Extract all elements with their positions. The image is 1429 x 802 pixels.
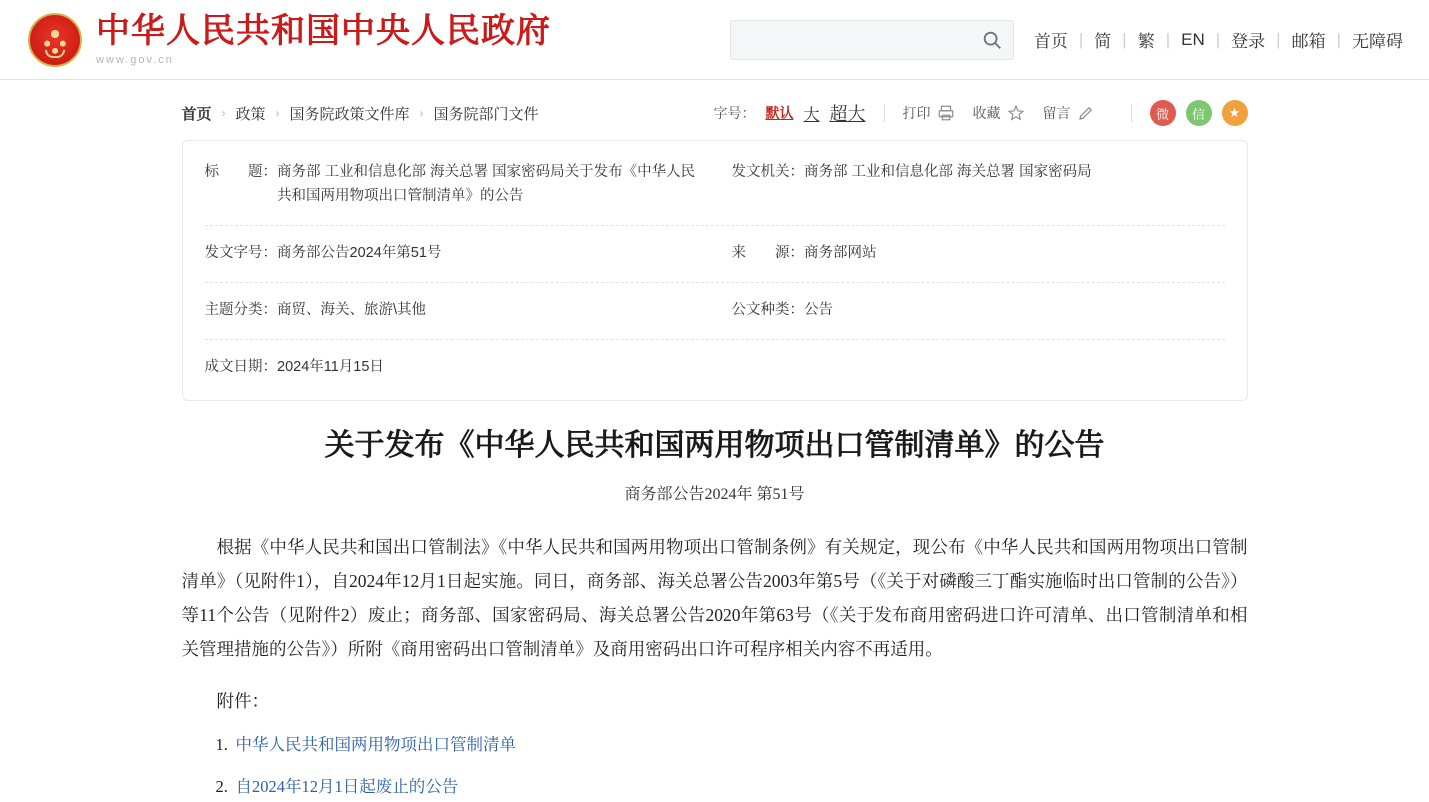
breadcrumb-item-policy[interactable]: 政策: [235, 105, 266, 123]
star-icon[interactable]: [1007, 104, 1025, 122]
wechat-share-icon[interactable]: 信: [1186, 100, 1212, 126]
header-nav-sep: |: [1336, 29, 1341, 49]
print-label: 打印: [902, 105, 931, 121]
search-icon[interactable]: [981, 29, 1003, 51]
document-subtitle: 商务部公告2024年 第51号: [624, 485, 805, 503]
favorite-label: 收藏: [972, 105, 1001, 121]
attachment-link-1[interactable]: 中华人民共和国两用物项出口管制清单: [235, 734, 516, 754]
breadcrumb: [182, 103, 539, 124]
header-nav-sep: |: [1215, 29, 1221, 49]
favorite-button[interactable]: [973, 103, 1025, 123]
comment-button[interactable]: [1043, 103, 1095, 123]
meta-row: [205, 283, 1225, 340]
header-nav-item-1[interactable]: 简: [1094, 32, 1112, 51]
meta-value: 商贸、海关、旅游\其他: [277, 301, 427, 318]
chevron-right-icon: ›: [221, 106, 226, 120]
meta-key: 成文日期：: [204, 358, 277, 375]
meta-field-source: [732, 242, 1225, 266]
meta-field-date: [205, 356, 732, 380]
print-button[interactable]: [903, 103, 955, 123]
meta-key: 主题分类：: [204, 301, 277, 318]
toolbar-divider-2: [1131, 104, 1132, 122]
emblem-gear-shape: [45, 50, 65, 58]
meta-value: 公告: [804, 301, 833, 318]
meta-key: 发文机关：: [731, 164, 804, 180]
meta-value: 2024年11月15日: [277, 358, 384, 375]
header-nav-item-6[interactable]: 无障碍: [1352, 32, 1403, 51]
brand-text: [96, 13, 551, 66]
meta-field-title: [205, 161, 732, 209]
attachment-link-2[interactable]: 自2024年12月1日起废止的公告: [235, 776, 459, 796]
weibo-share-icon[interactable]: 微: [1150, 100, 1176, 126]
header-nav-item-5[interactable]: 邮箱: [1291, 32, 1326, 51]
meta-field-empty: [732, 356, 1225, 380]
favorite-share-icon[interactable]: ★: [1222, 100, 1248, 126]
breadcrumb-toolbar-row: [182, 80, 1248, 140]
meta-row: [205, 340, 1225, 396]
site-brand[interactable]: [28, 13, 551, 67]
meta-field-issuing-agency: [732, 161, 1225, 209]
breadcrumb-item-policy-library[interactable]: 国务院政策文件库: [289, 105, 410, 123]
meta-row: [205, 145, 1225, 226]
page-toolbar: [713, 100, 1247, 126]
pencil-icon[interactable]: [1077, 104, 1095, 122]
fontsize-large-button[interactable]: 大: [803, 106, 820, 124]
meta-field-document-number: [205, 242, 732, 266]
meta-field-subject-category: [205, 299, 732, 323]
header-nav-item-3[interactable]: EN: [1181, 29, 1205, 49]
search-input[interactable]: [741, 31, 981, 49]
document-meta-card: [182, 140, 1248, 401]
toolbar-divider: [884, 104, 885, 122]
header-right: [730, 20, 1405, 60]
header-nav: [1032, 27, 1405, 52]
meta-key: 发文字号：: [204, 244, 277, 261]
chevron-right-icon: ›: [275, 106, 280, 120]
document-paragraph-1: 根据《中华人民共和国出口管制法》《中华人民共和国两用物项出口管制条例》有关规定，现公布《中华人民共和国两用物项出口管制清单》（见附件1），自2024年12月1日起实施。同日，商务部、海关总署公告2003年第5号（《关于对磷酸三丁酯实施临时出口管制的公告》）等11个公告（见附件2）废止；商务部、国家密码局、海关总署公告2020年第63号（《关于发布商用密码进口许可清单、出口管制清单和相关管理措施的公告》）所附《商用密码出口管制清单》及商用密码出口许可程序相关内容不再适用。: [181, 536, 1248, 659]
printer-icon[interactable]: [937, 104, 955, 122]
breadcrumb-item-home[interactable]: 首页: [181, 105, 212, 123]
meta-value: 商务部 工业和信息化部 海关总署 国家密码局: [804, 164, 1092, 180]
meta-row: [205, 226, 1225, 283]
meta-field-document-type: [732, 299, 1225, 323]
breadcrumb-item-department-documents[interactable]: 国务院部门文件: [433, 105, 539, 123]
meta-key: 来 源：: [731, 244, 804, 261]
list-item: [236, 772, 1248, 802]
national-emblem-icon: [28, 13, 82, 67]
site-header: [0, 0, 1429, 80]
attachments-list: [182, 730, 1248, 802]
site-url: www.gov.cn: [96, 54, 174, 67]
meta-value: 商务部网站: [804, 244, 877, 261]
header-nav-item-4[interactable]: 登录: [1231, 32, 1266, 51]
header-nav-sep: |: [1078, 29, 1084, 49]
meta-key: 公文种类：: [731, 301, 804, 318]
header-nav-item-0[interactable]: 首页: [1033, 32, 1068, 51]
meta-value: 商务部公告2024年第51号: [277, 244, 442, 261]
meta-key: 标 题：: [204, 164, 277, 180]
fontsize-xlarge-button[interactable]: 超大: [829, 104, 866, 124]
site-title: 中华人民共和国中央人民政府: [96, 12, 551, 50]
attachments-label: 附件：: [216, 690, 269, 711]
content-container: [182, 80, 1248, 802]
header-nav-sep: |: [1165, 29, 1171, 49]
chevron-right-icon: ›: [419, 106, 424, 120]
header-nav-sep: |: [1276, 29, 1281, 49]
header-nav-sep: |: [1122, 29, 1127, 49]
list-item: [236, 730, 1248, 760]
document-body: [182, 530, 1248, 802]
page-body: [0, 80, 1429, 802]
fontsize-default-button[interactable]: 默认: [765, 105, 794, 121]
header-nav-item-2[interactable]: 繁: [1137, 32, 1155, 51]
page-title: 关于发布《中华人民共和国两用物项出口管制清单》的公告: [324, 428, 1105, 462]
share-buttons: [1150, 100, 1248, 126]
meta-value: 商务部 工业和信息化部 海关总署 国家密码局关于发布《中华人民共和国两用物项出口管制清单》的公告: [277, 164, 696, 204]
search-box[interactable]: [730, 20, 1014, 60]
fontsize-label: 字号：: [713, 105, 756, 121]
comment-label: 留言: [1042, 105, 1071, 121]
